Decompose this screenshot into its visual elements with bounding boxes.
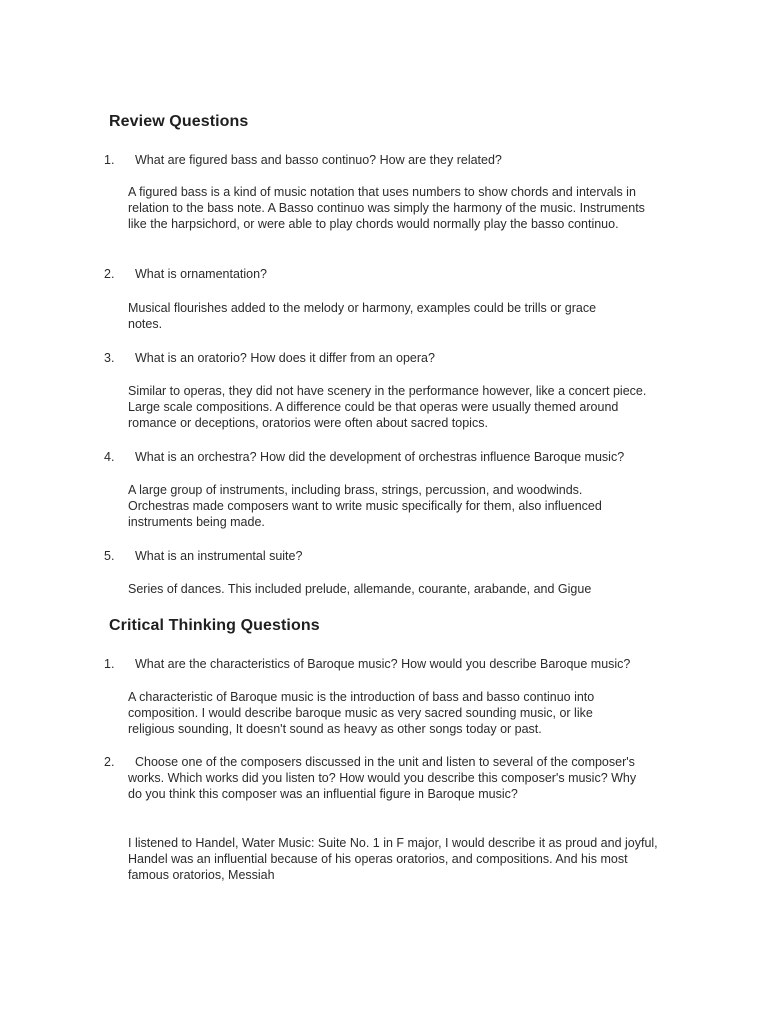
critical-q1-answer: A characteristic of Baroque music is the introduction of bass and basso continuo into composition. I would describe baroque music as very sacred sounding music, or like religious sounding, It doesn't sound as heavy as other songs today or past. <box>128 690 595 736</box>
review-q2-number: 2. <box>104 267 115 281</box>
review-q3-number: 3. <box>104 351 115 365</box>
review-q2-question: What is ornamentation? <box>135 267 268 281</box>
review-q5-answer: Series of dances. This included prelude, allemande, courante, arabande, and Gigue <box>128 582 592 596</box>
critical-q2-number: 2. <box>104 755 115 769</box>
critical-q1-question: What are the characteristics of Baroque music? How would you describe Baroque music? <box>135 657 631 671</box>
critical-thinking-heading: Critical Thinking Questions <box>109 617 320 634</box>
review-q5-number: 5. <box>104 549 115 563</box>
review-q4-number: 4. <box>104 450 115 464</box>
critical-q2-question: Choose one of the composers discussed in the unit and listen to several of the composer's works. Which works did you listen to? How would you describe this composer's music? Why do you think this composer was an influential figure in Baroque music? <box>128 755 637 801</box>
review-q4-answer: A large group of instruments, including brass, strings, percussion, and woodwinds. Orchestras made composers want to write music specifically for them, also influenced instruments being made. <box>128 483 602 529</box>
review-q1-answer: A figured bass is a kind of music notation that uses numbers to show chords and intervals in relation to the bass note. A Basso continuo was simply the harmony of the music. Instruments like the harpsichord, or were able to play chords would normally play the basso continuo. <box>128 185 645 231</box>
review-q1-number: 1. <box>104 153 115 167</box>
review-q1-question: What are figured bass and basso continuo? How are they related? <box>135 153 502 167</box>
critical-q2-answer: I listened to Handel, Water Music: Suite No. 1 in F major, I would describe it as proud and joyful, Handel was an influential because of his operas oratorios, and compositions. And his most famous oratorios, Messiah <box>128 836 658 882</box>
review-q3-question: What is an oratorio? How does it differ from an opera? <box>135 351 435 365</box>
review-q5-question: What is an instrumental suite? <box>135 549 303 563</box>
review-q2-answer: Musical flourishes added to the melody or harmony, examples could be trills or grace notes. <box>128 301 597 331</box>
review-q4-question: What is an orchestra? How did the development of orchestras influence Baroque music? <box>135 450 625 464</box>
critical-q1-number: 1. <box>104 657 115 671</box>
review-questions-heading: Review Questions <box>109 113 249 130</box>
review-q3-answer: Similar to operas, they did not have scenery in the performance however, like a concert piece. Large scale compositions. A difference could be that operas were usually themed around romance or deceptions, oratorios were often about sacred topics. <box>128 384 647 430</box>
